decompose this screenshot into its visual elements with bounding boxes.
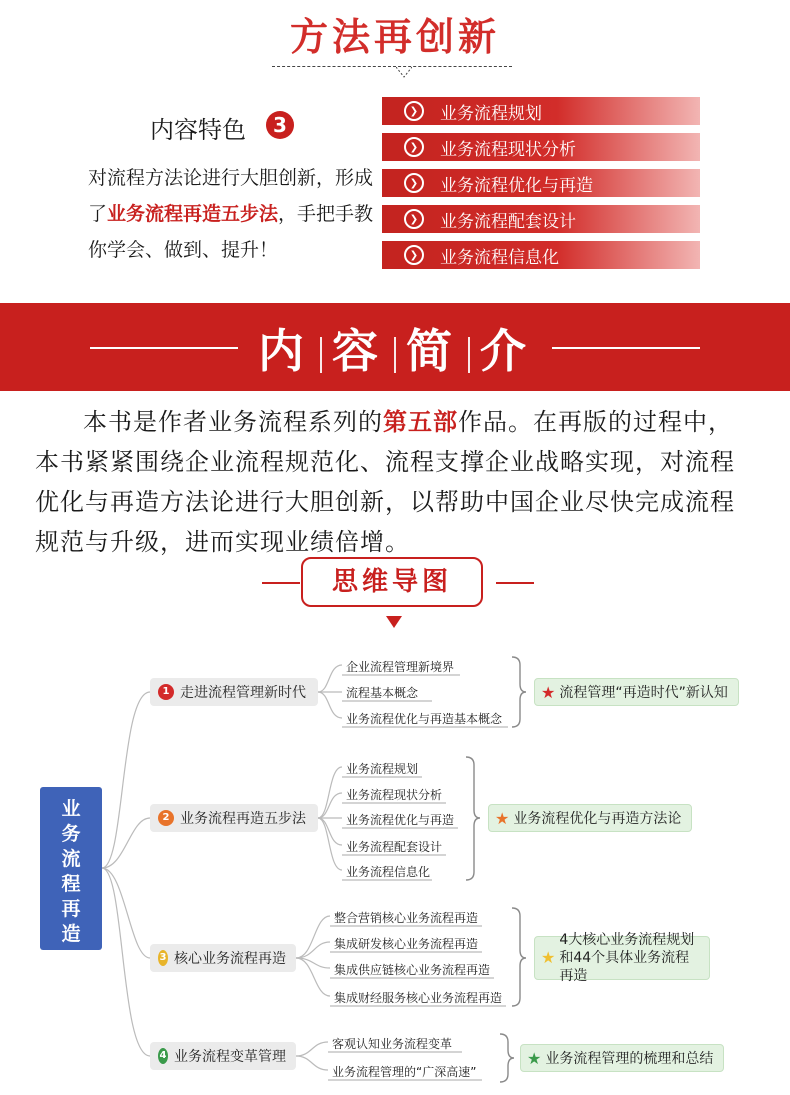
mindmap-subitem: 业务流程优化与再造基本概念 [346,712,503,726]
connector-4 [102,868,150,1056]
star-icon: ★ [495,808,510,828]
mindmap-subitem: 流程基本概念 [346,686,419,700]
feature-item-label: 业务流程优化与再造 [440,175,593,196]
chapter-number-badge: 2 [158,810,174,826]
mindmap-root [40,787,102,950]
intro-highlight: 第五部 [383,408,458,436]
mindmap-subitem: 业务流程规划 [346,762,419,776]
arrow-circle-icon: ❯ [404,101,424,121]
banner-char: 内 [258,324,310,378]
chapter-label: 业务流程变革管理 [174,1049,286,1065]
mindmap-subitem: 集成研发核心业务流程再造 [334,937,479,951]
feature-label: 内容特色 [150,116,246,144]
bracket-2 [466,757,480,880]
feature-item-label: 业务流程现状分析 [440,139,576,160]
arrow-circle-icon: ❯ [404,245,424,265]
connector-1 [102,692,150,868]
banner-char: 容 [332,324,384,378]
chapter-label: 走进流程管理新时代 [180,685,306,701]
bracket-3 [512,908,526,1006]
mindmap-summary-1 [534,678,739,706]
mindmap-subitem: 业务流程管理的“广深高速” [332,1065,477,1079]
arrow-circle-icon: ❯ [404,137,424,157]
chapter-label: 核心业务流程再造 [174,951,286,967]
intro-text-2: 作品。在再版的过程中，本书紧紧围绕企业流程规范化、流程支撑企业战略实现，对流程优化与再造方法论进行大胆创新，以帮助中国企业尽快完成流程规范与升级，进而实现业绩倍增。 [35,408,735,556]
chapter-label: 业务流程再造五步法 [180,811,306,827]
chapter-number-badge: 1 [158,684,174,700]
mindmap-chapter-2 [150,804,318,832]
mindmap-subitem: 企业流程管理新境界 [346,660,455,674]
star-icon: ★ [541,948,556,967]
summary-label: 4大核心业务流程规划和44个具体业务流程再造 [559,932,695,984]
star-icon: ★ [527,1048,542,1068]
mindmap-subitem: 业务流程信息化 [346,865,431,879]
mindmap-subitem: 业务流程现状分析 [346,788,443,802]
connector-3 [102,868,150,958]
arrow-circle-icon: ❯ [404,173,424,193]
banner-char: 简 [406,324,458,378]
mindmap-subitem: 集成供应链核心业务流程再造 [334,963,491,977]
feature-desc-text: 对流程方法论进行大胆创新，形成了 [88,167,374,225]
star-icon: ★ [541,682,556,702]
mindmap-subitem: 整合营销核心业务流程再造 [334,911,479,925]
feature-item-label: 业务流程信息化 [440,247,559,268]
mindmap-subitem: 业务流程优化与再造 [346,813,455,827]
feature-number-badge: 3 [266,111,294,139]
mindmap-root-label: 业务流程再造 [61,798,81,945]
mindmap-subitem: 业务流程配套设计 [346,840,443,854]
mindmap-summary-3 [534,932,710,984]
mindmap-chapter-3 [150,944,296,972]
bracket-4 [500,1034,514,1082]
bracket-1 [512,657,526,727]
summary-label: 流程管理“再造时代”新认知 [559,685,728,701]
section-title-method-innovation: 方法再创新 [289,15,500,59]
mindmap-summary-4 [520,1044,724,1072]
arrow-circle-icon: ❯ [404,209,424,229]
mindmap-chapter-1 [150,678,318,706]
feature-item-label: 业务流程规划 [440,103,542,124]
mindmap-subitem: 集成财经服务核心业务流程再造 [334,991,503,1005]
chapter-number-badge: 3 [158,950,168,966]
mindmap-header: 思维导图 [301,557,483,607]
banner-char: 介 [480,324,532,378]
summary-label: 业务流程优化与再造方法论 [513,811,682,827]
summary-label: 业务流程管理的梳理和总结 [545,1051,714,1067]
feature-desc-highlight: 业务流程再造五步法 [107,203,279,225]
intro-text: 本书是作者业务流程系列的 [83,408,383,436]
mindmap-chapter-4 [150,1042,296,1070]
feature-desc-text-2: ，手把手教你学会、做到、提升！ [88,203,374,261]
mindmap-summary-2 [488,804,692,832]
feature-item-label: 业务流程配套设计 [440,211,576,232]
chapter-number-badge: 4 [158,1048,168,1064]
mindmap-subitem: 客观认知业务流程变革 [332,1037,453,1051]
